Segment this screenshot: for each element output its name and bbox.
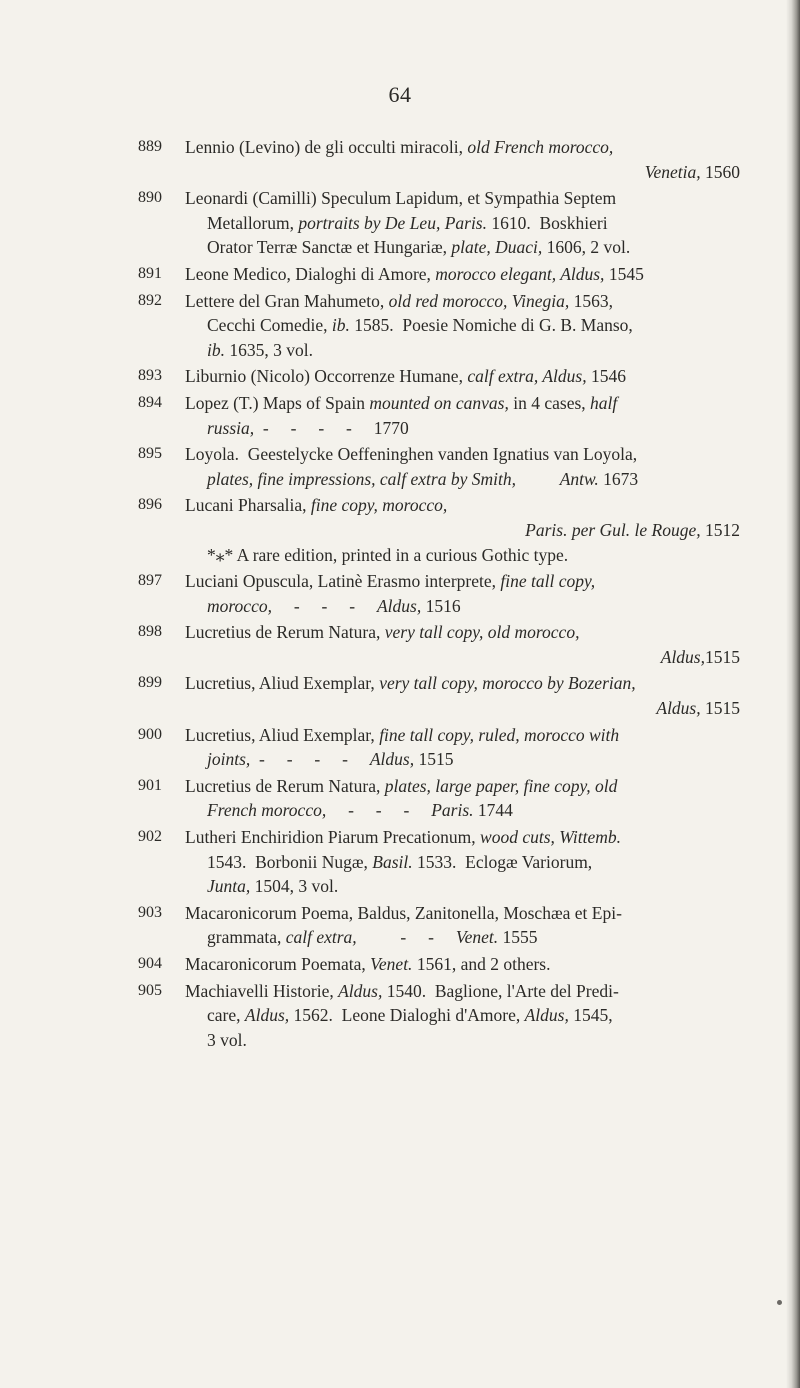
italic-text: morocco, bbox=[207, 595, 272, 616]
entry-continuation-line bbox=[185, 874, 740, 899]
catalogue-entry bbox=[0, 442, 800, 491]
text-run: Lucretius de Rerum Natura, bbox=[185, 622, 385, 643]
italic-text: russia, bbox=[207, 417, 255, 438]
italic-text: calf extra, bbox=[285, 927, 357, 948]
text-run: 1545, bbox=[568, 1005, 613, 1026]
text-run: 1561, and 2 others. bbox=[412, 954, 551, 974]
italic-text: calf extra, Aldus, bbox=[467, 366, 587, 387]
text-run: Macaronicorum Poema, Baldus, Zanitonella, Moschæa et Epi- bbox=[185, 902, 622, 923]
text-run: 1673 bbox=[598, 468, 639, 489]
italic-text: Aldus, bbox=[656, 698, 701, 719]
text-run: - - - bbox=[326, 800, 432, 821]
catalogue-entry bbox=[0, 391, 800, 440]
text-run: 1744 bbox=[473, 800, 513, 821]
italic-text: morocco elegant, Aldus, bbox=[435, 263, 605, 284]
text-run: Lucretius, Aliud Exemplar, bbox=[185, 724, 380, 745]
text-run: Lennio (Levino) de gli occulti miracoli, bbox=[185, 137, 468, 157]
italic-text: fine copy, morocco, bbox=[310, 495, 448, 516]
lot-number: 901 bbox=[138, 776, 162, 794]
catalogue-entry bbox=[0, 671, 800, 720]
lot-number: 898 bbox=[138, 623, 162, 641]
catalogue-entry bbox=[0, 620, 800, 669]
text-run: *⁎* A rare edition, printed in a curious Gothic type. bbox=[207, 544, 569, 565]
italic-text: Aldus, bbox=[524, 1005, 569, 1026]
text-run: Lucretius, Aliud Exemplar, bbox=[185, 673, 380, 694]
lot-number: 903 bbox=[138, 903, 162, 921]
catalogue-entry bbox=[0, 262, 800, 287]
italic-text: very tall copy, old morocco, bbox=[384, 622, 580, 643]
italic-text: old French morocco, bbox=[467, 137, 614, 157]
text-run: Machiavelli Historie, bbox=[185, 980, 339, 1001]
entry-continuation-line bbox=[185, 1028, 740, 1053]
catalogue-entry bbox=[0, 979, 800, 1053]
entry-title-line bbox=[185, 186, 740, 211]
italic-text: ib. bbox=[207, 339, 225, 360]
text-run: Lucani Pharsalia, bbox=[185, 495, 311, 516]
entry-continuation-line bbox=[185, 416, 740, 441]
text-run: Luciani Opuscula, Latinè Erasmo interprete, bbox=[185, 571, 501, 592]
italic-text: mounted on canvas, bbox=[369, 392, 509, 413]
text-run bbox=[516, 469, 560, 489]
page-number: 64 bbox=[388, 82, 412, 107]
entry-continuation-line bbox=[185, 747, 740, 772]
italic-text: portraits by De Leu, Paris. bbox=[298, 212, 487, 233]
text-run: 1635, 3 vol. bbox=[225, 339, 313, 360]
lot-number: 895 bbox=[138, 445, 162, 463]
italic-text: Venetia, bbox=[644, 161, 701, 182]
text-run: 1563, bbox=[569, 290, 613, 311]
text-run: 1560 bbox=[700, 161, 740, 182]
italic-text: Paris. per Gul. le Rouge, bbox=[525, 519, 701, 540]
text-run: 1555 bbox=[498, 927, 538, 948]
lot-number: 893 bbox=[138, 367, 162, 385]
entry-continuation-line bbox=[185, 696, 740, 721]
lot-number: 899 bbox=[138, 674, 162, 692]
text-run: - - bbox=[356, 927, 456, 948]
text-run: 3 vol. bbox=[207, 1029, 247, 1050]
text-run: Cecchi Comedie, bbox=[207, 315, 332, 336]
italic-text: French morocco, bbox=[207, 800, 327, 821]
catalogue-entry bbox=[0, 364, 800, 389]
text-run: 1545 bbox=[604, 263, 644, 284]
text-run: 1546 bbox=[586, 366, 626, 387]
text-run: 1515 bbox=[705, 646, 740, 667]
italic-text: Basil. bbox=[372, 851, 413, 872]
text-run: 1515 bbox=[414, 749, 454, 770]
text-run: 1512 bbox=[700, 519, 740, 540]
italic-text: fine tall copy, bbox=[500, 571, 596, 592]
lot-number: 891 bbox=[138, 264, 162, 282]
lot-number: 892 bbox=[138, 291, 162, 309]
entry-continuation-line bbox=[185, 518, 740, 543]
page-speck bbox=[777, 1300, 782, 1305]
entry-title-line bbox=[185, 979, 740, 1004]
text-run: Loyola. Geestelycke Oeffeninghen vanden Ignatius van Loyola, bbox=[185, 444, 638, 465]
italic-text: plates, large paper, fine copy, old bbox=[384, 775, 618, 796]
entry-continuation-line bbox=[185, 543, 740, 568]
italic-text: old red morocco, Vinegia, bbox=[388, 290, 570, 311]
italic-text: very tall copy, morocco by Bozerian, bbox=[379, 673, 636, 694]
text-run: 1543. Borbonii Nugæ, bbox=[207, 851, 373, 872]
catalogue-entry bbox=[0, 493, 800, 567]
text-run: in 4 cases, bbox=[508, 392, 591, 413]
entry-title-line bbox=[185, 952, 740, 977]
catalogue-entry bbox=[0, 569, 800, 618]
text-run: 1610. Boskhieri bbox=[487, 212, 608, 233]
entry-title-line bbox=[185, 493, 740, 518]
italic-text: plates, fine impressions, calf extra by Smith, bbox=[207, 468, 516, 489]
italic-text: ib. bbox=[331, 315, 350, 336]
text-run: 1606, 2 vol. bbox=[542, 237, 631, 258]
italic-text: Venet. bbox=[455, 927, 499, 948]
text-run: Leonardi (Camilli) Speculum Lapidum, et Sympathia Septem bbox=[185, 188, 617, 209]
text-run: 1515 bbox=[700, 698, 740, 719]
entry-title-line bbox=[185, 364, 740, 389]
italic-text: Paris. bbox=[431, 800, 474, 821]
entry-continuation-line bbox=[185, 160, 740, 185]
entry-title-line bbox=[185, 289, 740, 314]
text-run: - - - bbox=[271, 595, 377, 616]
entry-continuation-line bbox=[185, 594, 740, 619]
catalogue-entry bbox=[0, 289, 800, 363]
lot-number: 894 bbox=[138, 393, 162, 411]
italic-text: Aldus, bbox=[338, 980, 383, 1001]
text-run: 1516 bbox=[421, 595, 461, 616]
catalogue-entry bbox=[0, 135, 800, 184]
entry-title-line bbox=[185, 391, 740, 416]
entry-title-line bbox=[185, 901, 740, 926]
entry-continuation-line bbox=[185, 467, 740, 492]
lot-number: 897 bbox=[138, 572, 162, 590]
text-run: Orator Terræ Sanctæ et Hungariæ, bbox=[207, 237, 452, 258]
entry-continuation-line bbox=[185, 645, 740, 670]
entry-title-line bbox=[185, 671, 740, 696]
catalogue-entry bbox=[0, 952, 800, 977]
lot-number: 900 bbox=[138, 725, 162, 743]
entry-title-line bbox=[185, 262, 740, 287]
entry-continuation-line bbox=[185, 925, 740, 950]
italic-text: fine tall copy, ruled, morocco with bbox=[379, 724, 620, 745]
catalogue-entry bbox=[0, 723, 800, 772]
entry-title-line bbox=[185, 774, 740, 799]
text-run: - - - - 1770 bbox=[254, 417, 409, 438]
italic-text: Antw. bbox=[559, 468, 599, 489]
italic-text: Aldus, bbox=[244, 1005, 290, 1026]
italic-text: joints, bbox=[207, 749, 251, 770]
italic-text: Junta, bbox=[207, 876, 251, 897]
text-run: Macaronicorum Poemata, bbox=[185, 954, 371, 974]
entry-title-line bbox=[185, 620, 740, 645]
catalogue-entry bbox=[0, 901, 800, 950]
italic-text: Venet. bbox=[370, 954, 413, 974]
entry-continuation-line bbox=[185, 338, 740, 363]
entry-title-line bbox=[185, 442, 740, 467]
entry-continuation-line bbox=[185, 211, 740, 236]
lot-number: 896 bbox=[138, 496, 162, 514]
entry-continuation-line bbox=[185, 798, 740, 823]
entry-continuation-line bbox=[185, 850, 740, 875]
lot-number: 889 bbox=[138, 138, 162, 155]
text-run: care, bbox=[207, 1005, 245, 1026]
lot-number: 890 bbox=[138, 189, 162, 207]
entry-title-line bbox=[185, 135, 740, 160]
text-run: Lucretius de Rerum Natura, bbox=[185, 775, 385, 796]
text-run: Liburnio (Nicolo) Occorrenze Humane, bbox=[185, 366, 468, 387]
text-run: Metallorum, bbox=[207, 212, 299, 233]
text-run: 1533. Eclogæ Variorum, bbox=[412, 851, 593, 872]
text-run: Lutheri Enchiridion Piarum Precationum, bbox=[185, 827, 481, 848]
text-run: Lettere del Gran Mahumeto, bbox=[185, 290, 389, 311]
lot-number: 904 bbox=[138, 955, 162, 972]
entry-title-line bbox=[185, 569, 740, 594]
entry-continuation-line bbox=[185, 235, 740, 260]
italic-text: Aldus, bbox=[660, 646, 705, 667]
text-run: 1562. Leone Dialoghi d'Amore, bbox=[289, 1005, 525, 1026]
text-run: grammata, bbox=[207, 927, 286, 948]
italic-text: Aldus, bbox=[369, 749, 415, 770]
text-run: Leone Medico, Dialoghi di Amore, bbox=[185, 263, 436, 284]
italic-text: plate, Duaci, bbox=[451, 237, 543, 258]
entry-continuation-line bbox=[185, 1003, 740, 1028]
italic-text: wood cuts, Wittemb. bbox=[480, 827, 621, 848]
entry-continuation-line bbox=[185, 313, 740, 338]
italic-text: Aldus, bbox=[376, 595, 422, 616]
catalogue-entries bbox=[0, 135, 800, 1052]
lot-number: 902 bbox=[138, 828, 162, 846]
text-run: 1585. Poesie Nomiche di G. B. Manso, bbox=[349, 315, 633, 336]
text-run: 1540. Baglione, l'Arte del Predi- bbox=[382, 980, 619, 1001]
entry-title-line bbox=[185, 825, 740, 850]
catalogue-entry bbox=[0, 774, 800, 823]
text-run: - - - - bbox=[250, 749, 370, 770]
text-run: Lopez (T.) Maps of Spain bbox=[185, 392, 370, 413]
entry-title-line bbox=[185, 723, 740, 748]
catalogue-entry bbox=[0, 825, 800, 899]
text-run: 1504, 3 vol. bbox=[250, 876, 339, 897]
lot-number: 905 bbox=[138, 981, 162, 999]
catalogue-entry bbox=[0, 186, 800, 260]
italic-text: half bbox=[590, 392, 618, 413]
